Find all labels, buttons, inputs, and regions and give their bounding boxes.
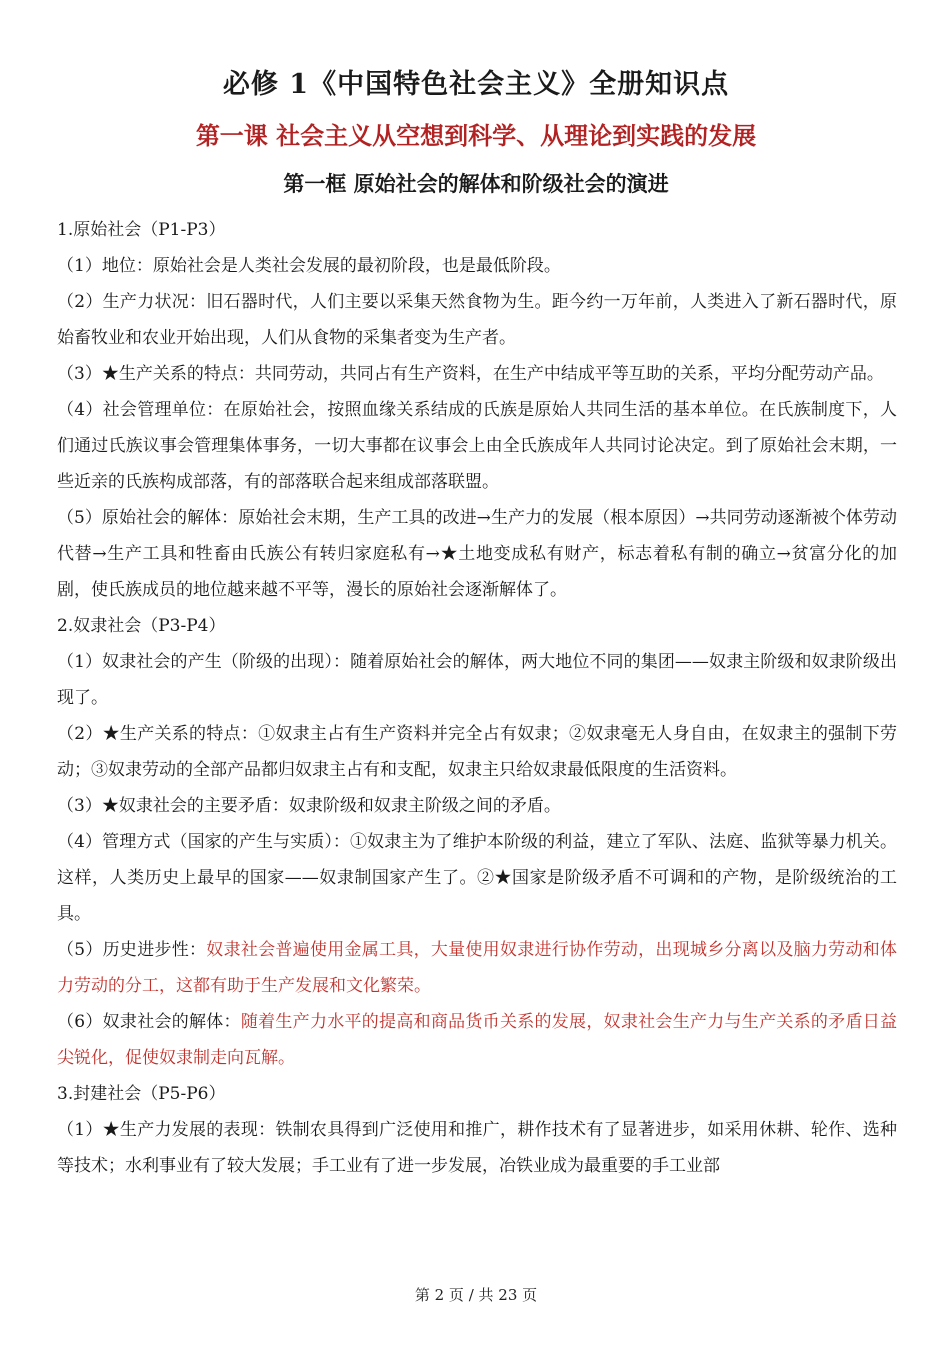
paragraph: （2）★生产关系的特点：①奴隶主占有生产资料并完全占有奴隶；②奴隶毫无人身自由，在奴隶主的强制下劳动；③奴隶劳动的全部产品都归奴隶主占有和支配，奴隶主只给奴隶最低限度的生活资料。 <box>57 724 897 780</box>
highlighted-text: 随着生产力水平的提高和商品货币关系的发展，奴隶社会生产力与生产关系的矛盾日益尖锐化，促使奴隶制走向瓦解。 <box>57 1012 897 1068</box>
page-footer: 第 2 页 / 共 23 页 <box>414 1286 538 1304</box>
paragraph <box>57 1004 897 1076</box>
paragraph: （1）奴隶社会的产生（阶级的出现）：随着原始社会的解体，两大地位不同的集团——奴隶主阶级和奴隶阶级出现了。 <box>57 652 897 708</box>
section-heading: 3.封建社会（P5-P6） <box>57 1084 226 1104</box>
section-heading: 2.奴隶社会（P3-P4） <box>57 616 226 636</box>
paragraph: （1）★生产力发展的表现：铁制农具得到广泛使用和推广，耕作技术有了显著进步，如采用休耕、轮作、选种等技术；水利事业有了较大发展；手工业有了进一步发展，冶铁业成为最重要的手工业部 <box>57 1120 897 1176</box>
document-body <box>57 212 897 1184</box>
paragraph: （4）管理方式（国家的产生与实质）：①奴隶主为了维护本阶级的利益，建立了军队、法庭、监狱等暴力机关。这样，人类历史上最早的国家——奴隶制国家产生了。②★国家是阶级矛盾不可调和的产物，是阶级统治的工具。 <box>57 832 897 924</box>
paragraph: （2）生产力状况：旧石器时代，人们主要以采集天然食物为生。距今约一万年前，人类进入了新石器时代，原始畜牧业和农业开始出现，人们从食物的采集者变为生产者。 <box>57 292 897 348</box>
paragraph: （1）地位：原始社会是人类社会发展的最初阶段，也是最低阶段。 <box>57 256 561 276</box>
paragraph: （4）社会管理单位：在原始社会，按照血缘关系结成的氏族是原始人共同生活的基本单位。在氏族制度下，人们通过氏族议事会管理集体事务，一切大事都在议事会上由全氏族成年人共同讨论决定。到了原始社会末期，一些近亲的氏族构成部落，有的部落联合起来组成部落联盟。 <box>57 400 897 492</box>
paragraph: （3）★奴隶社会的主要矛盾：奴隶阶级和奴隶主阶级之间的矛盾。 <box>57 796 561 816</box>
section-heading: 1.原始社会（P1-P3） <box>57 220 226 240</box>
highlighted-text: 奴隶社会普遍使用金属工具，大量使用奴隶进行协作劳动，出现城乡分离以及脑力劳动和体力劳动的分工，这都有助于生产发展和文化繁荣。 <box>57 940 897 996</box>
paragraph: （3）★生产关系的特点：共同劳动，共同占有生产资料，在生产中结成平等互助的关系，平均分配劳动产品。 <box>57 364 884 384</box>
lesson-title: 第一课 社会主义从空想到科学、从理论到实践的发展 <box>195 121 757 150</box>
paragraph-label: （6）奴隶社会的解体： <box>57 1012 241 1032</box>
paragraph <box>57 932 897 1004</box>
paragraph: （5）原始社会的解体：原始社会末期，生产工具的改进→生产力的发展（根本原因）→共同劳动逐渐被个体劳动代替→生产工具和牲畜由氏族公有转归家庭私有→★土地变成私有财产，标志着私有制的确立→贫富分化的加剧，使氏族成员的地位越来越不平等，漫长的原始社会逐渐解体了。 <box>57 508 897 600</box>
paragraph-label: （5）历史进步性： <box>57 940 207 960</box>
document-title: 必修 1《中国特色社会主义》全册知识点 <box>222 69 730 100</box>
frame-title: 第一框 原始社会的解体和阶级社会的演进 <box>283 171 669 196</box>
